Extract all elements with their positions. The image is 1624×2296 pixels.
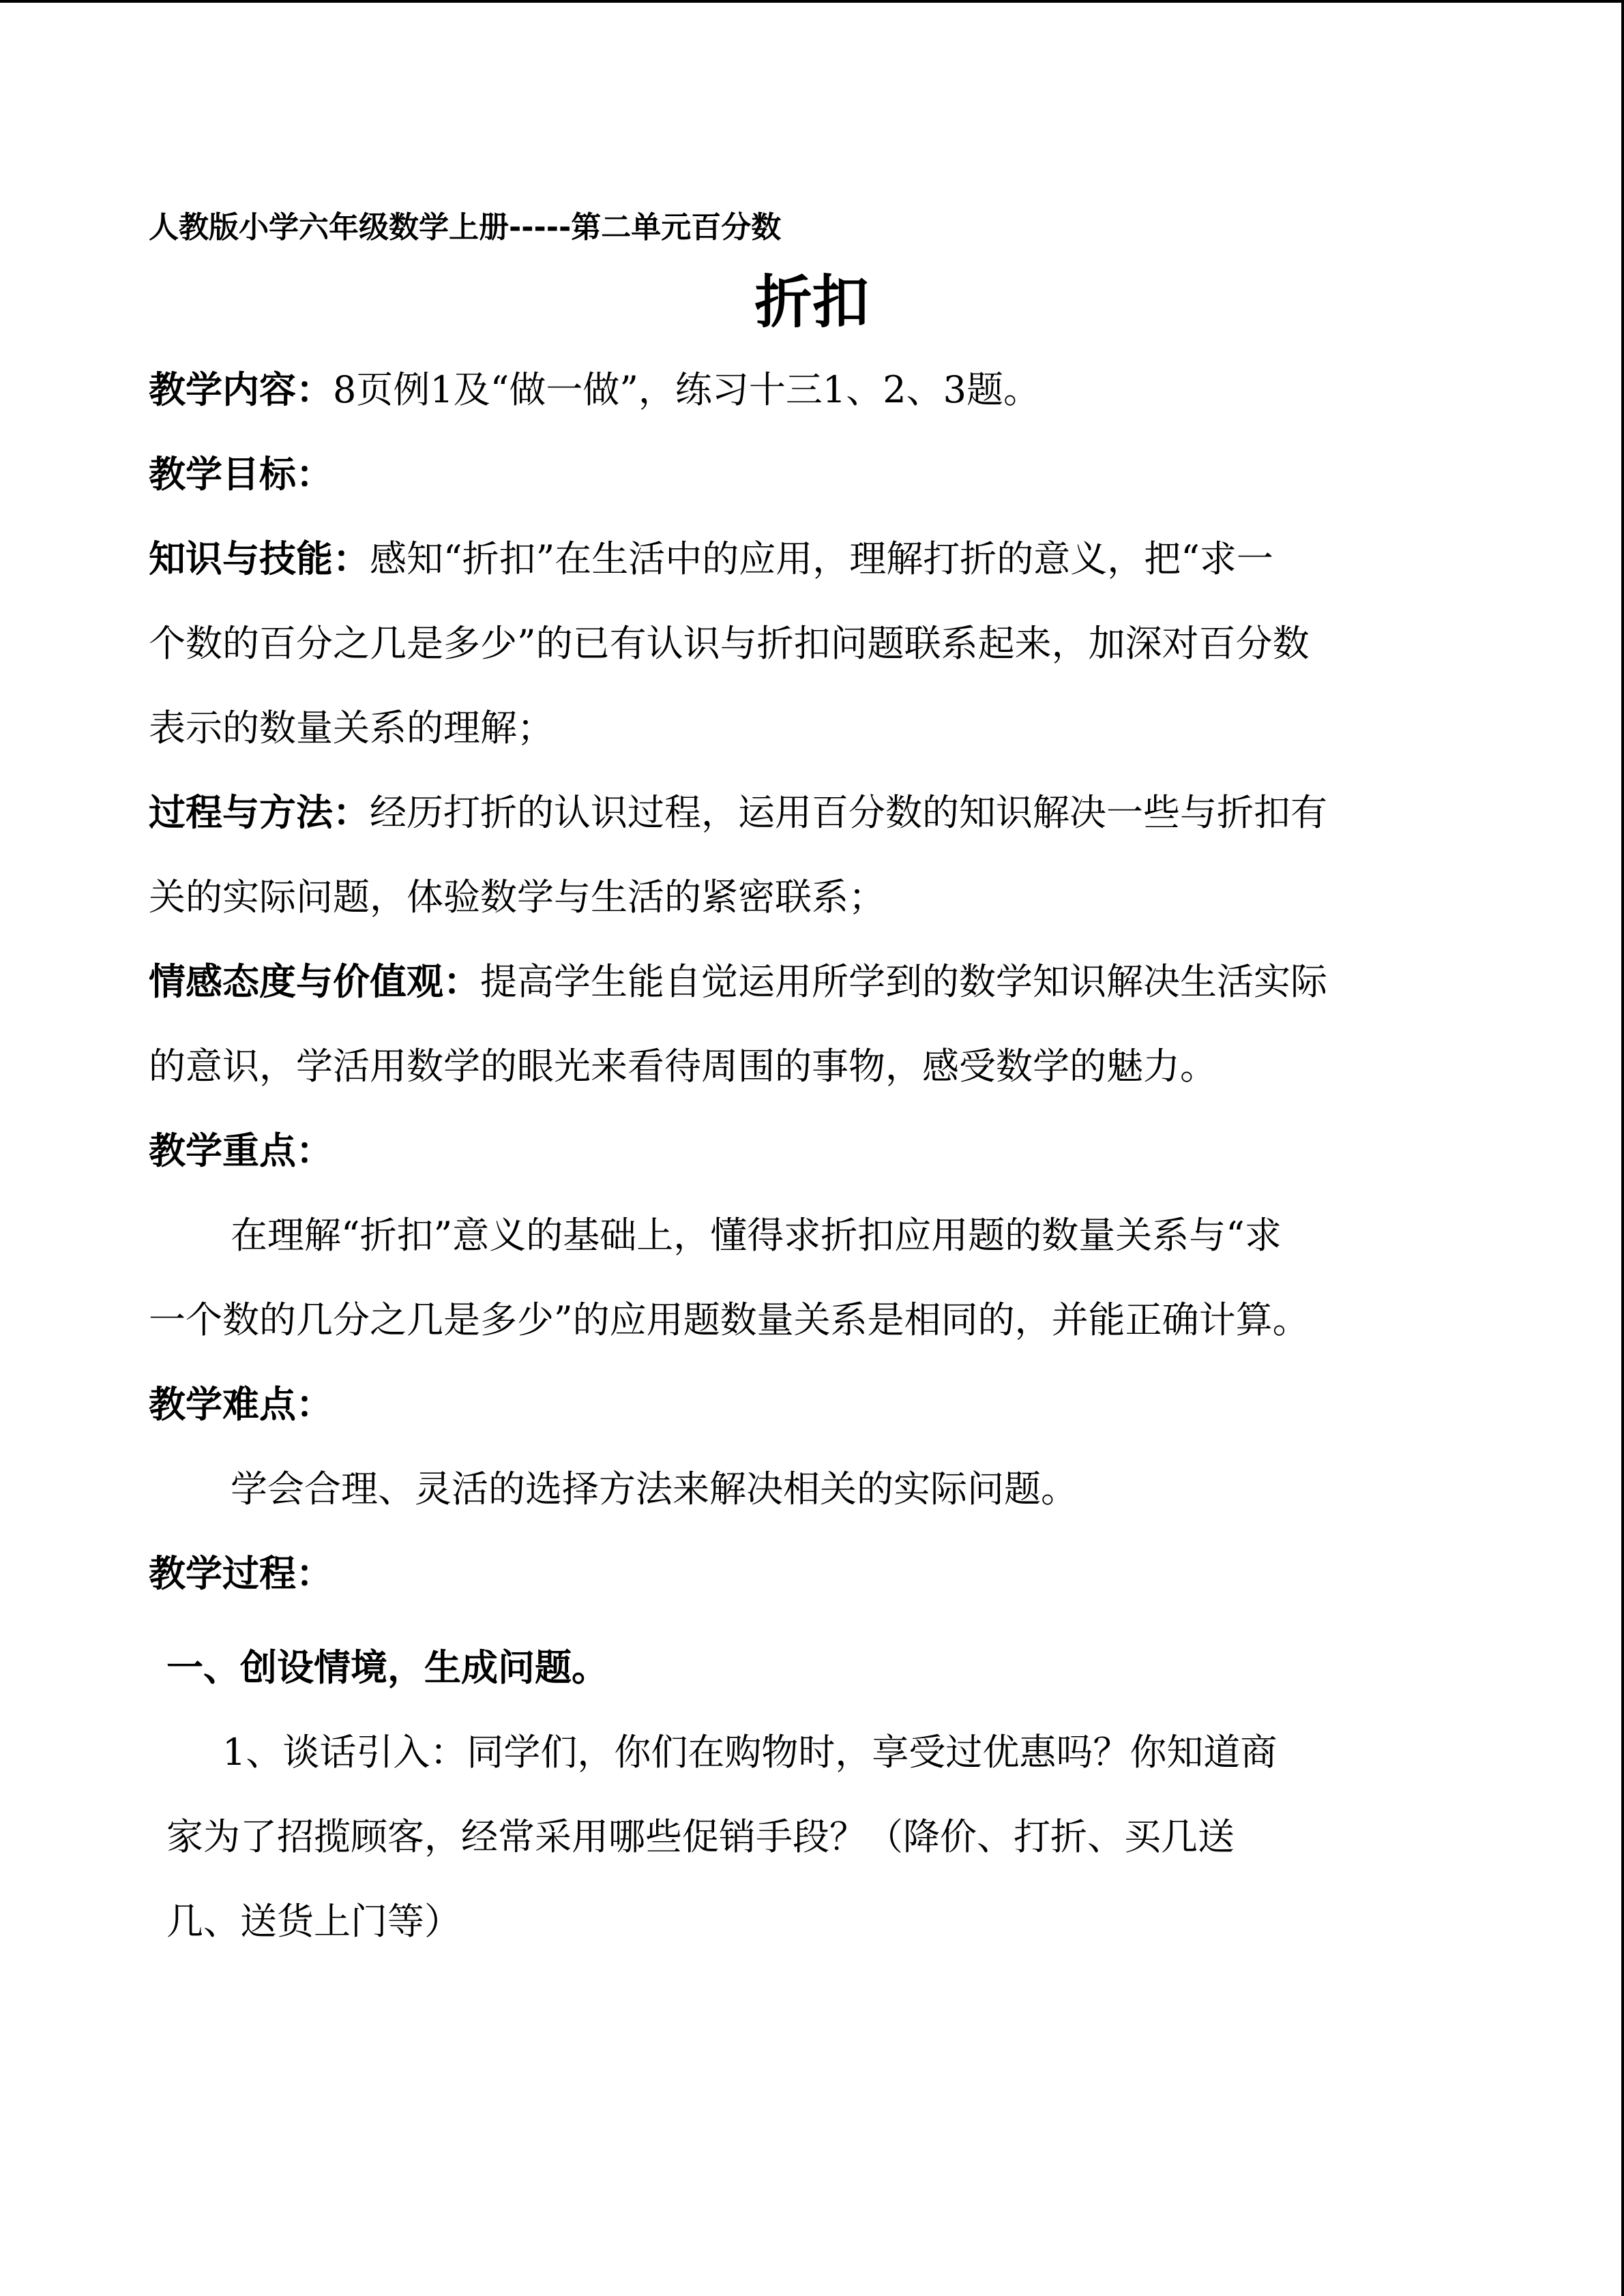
item-1-line-2: 家为了招揽顾客，经常采用哪些促销手段？（降价、打折、买几送 <box>166 1815 1235 1858</box>
emotion-label: 情感态度与价值观： <box>149 960 480 1003</box>
teaching-content-text: 8页例1及“做一做”，练习十三1、2、3题。 <box>333 368 1040 411</box>
objectives-heading: 教学目标： <box>149 453 333 496</box>
emotion-text-1: 提高学生能自觉运用所学到的数学知识解决生活实际 <box>480 960 1327 1003</box>
document-title: 折扣 <box>754 269 870 336</box>
knowledge-text-1: 感知“折扣”在生活中的应用，理解打折的意义，把“求一 <box>370 537 1273 580</box>
key-point-heading: 教学重点： <box>149 1129 333 1172</box>
process-heading: 教学过程： <box>149 1552 333 1595</box>
document-subtitle: 人教版小学六年级数学上册-----第二单元百分数 <box>149 210 782 245</box>
emotion-line-1 <box>149 960 1327 1004</box>
key-point-line-1: 在理解“折扣”意义的基础上，懂得求折扣应用题的数量关系与“求 <box>231 1214 1282 1257</box>
emotion-line-2: 的意识，学活用数学的眼光来看待周围的事物，感受数学的魅力。 <box>149 1045 1217 1088</box>
teaching-content-line <box>149 368 1040 412</box>
item-1-line-1: 1、谈话引入：同学们，你们在购物时，享受过优惠吗？你知道商 <box>222 1731 1278 1774</box>
section-1-heading: 一、创设情境，生成问题。 <box>166 1646 608 1689</box>
item-1-line-3: 几、送货上门等） <box>166 1900 461 1943</box>
process-method-label: 过程与方法： <box>149 791 370 834</box>
knowledge-line-3: 表示的数量关系的理解； <box>149 706 554 749</box>
process-method-line-2: 关的实际问题，体验数学与生活的紧密联系； <box>149 876 885 919</box>
knowledge-line-2: 个数的百分之几是多少”的已有认识与折扣问题联系起来，加深对百分数 <box>149 622 1310 665</box>
process-method-line-1 <box>149 791 1327 835</box>
process-method-text-1: 经历打折的认识过程，运用百分数的知识解决一些与折扣有 <box>370 791 1327 834</box>
difficulty-line-1: 学会合理、灵活的选择方法来解决相关的实际问题。 <box>231 1467 1078 1510</box>
key-point-line-2: 一个数的几分之几是多少”的应用题数量关系是相同的，并能正确计算。 <box>149 1298 1310 1341</box>
teaching-content-label: 教学内容： <box>149 368 333 411</box>
difficulty-heading: 教学难点： <box>149 1383 333 1426</box>
knowledge-label: 知识与技能： <box>149 537 370 580</box>
knowledge-line-1 <box>149 537 1273 581</box>
